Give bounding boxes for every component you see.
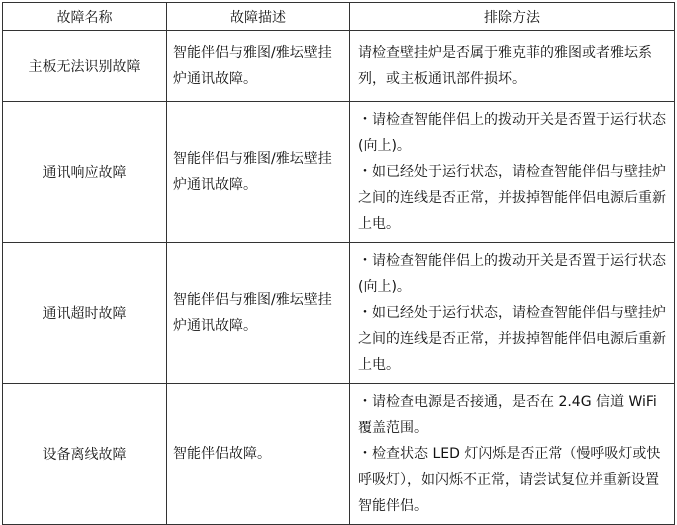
fix-method-item: ・请检查电源是否接通，是否在 2.4G 信道 WiFi 覆盖范围。 bbox=[358, 394, 657, 436]
table-row bbox=[3, 243, 675, 384]
fix-method-item: ・如已经处于运行状态，请检查智能伴侣与壁挂炉之间的连线是否正常，并拔掉智能伴侣电源后重新上电。 bbox=[358, 305, 666, 373]
fix-method-item: ・请检查智能伴侣上的拨动开关是否置于运行状态(向上)。 bbox=[358, 112, 666, 154]
table-header-row bbox=[3, 3, 675, 31]
fix-method-item: ・检查状态 LED 灯闪烁是否正常（慢呼吸灯或快呼吸灯），如闪烁不正常，请尝试复位并重新设置智能伴侣。 bbox=[358, 446, 661, 514]
fault-description-cell: 智能伴侣与雅图/雅坛壁挂炉通讯故障。 bbox=[167, 31, 350, 102]
fault-name-cell: 设备离线故障 bbox=[3, 384, 167, 525]
fault-table bbox=[2, 2, 675, 525]
fault-description-cell: 智能伴侣与雅图/雅坛壁挂炉通讯故障。 bbox=[167, 243, 350, 384]
fix-method-cell bbox=[350, 384, 675, 525]
header-fault-name: 故障名称 bbox=[3, 3, 167, 31]
table-row bbox=[3, 102, 675, 243]
header-fix-method: 排除方法 bbox=[350, 3, 675, 31]
fault-description-cell: 智能伴侣故障。 bbox=[167, 384, 350, 525]
table-row bbox=[3, 31, 675, 102]
table-row bbox=[3, 384, 675, 525]
fault-name-cell: 通讯超时故障 bbox=[3, 243, 167, 384]
fault-name-cell: 主板无法识别故障 bbox=[3, 31, 167, 102]
fix-method-cell bbox=[350, 102, 675, 243]
header-fault-description: 故障描述 bbox=[167, 3, 350, 31]
fix-method-item: ・如已经处于运行状态，请检查智能伴侣与壁挂炉之间的连线是否正常，并拔掉智能伴侣电源后重新上电。 bbox=[358, 164, 666, 232]
fault-description-cell: 智能伴侣与雅图/雅坛壁挂炉通讯故障。 bbox=[167, 102, 350, 243]
fix-method-item: ・请检查智能伴侣上的拨动开关是否置于运行状态(向上)。 bbox=[358, 253, 666, 295]
fix-method-cell bbox=[350, 243, 675, 384]
fix-method-cell bbox=[350, 31, 675, 102]
fault-name-cell: 通讯响应故障 bbox=[3, 102, 167, 243]
fix-method-item: 请检查壁挂炉是否属于雅克菲的雅图或者雅坛系列，或主板通讯部件损坏。 bbox=[358, 45, 652, 87]
